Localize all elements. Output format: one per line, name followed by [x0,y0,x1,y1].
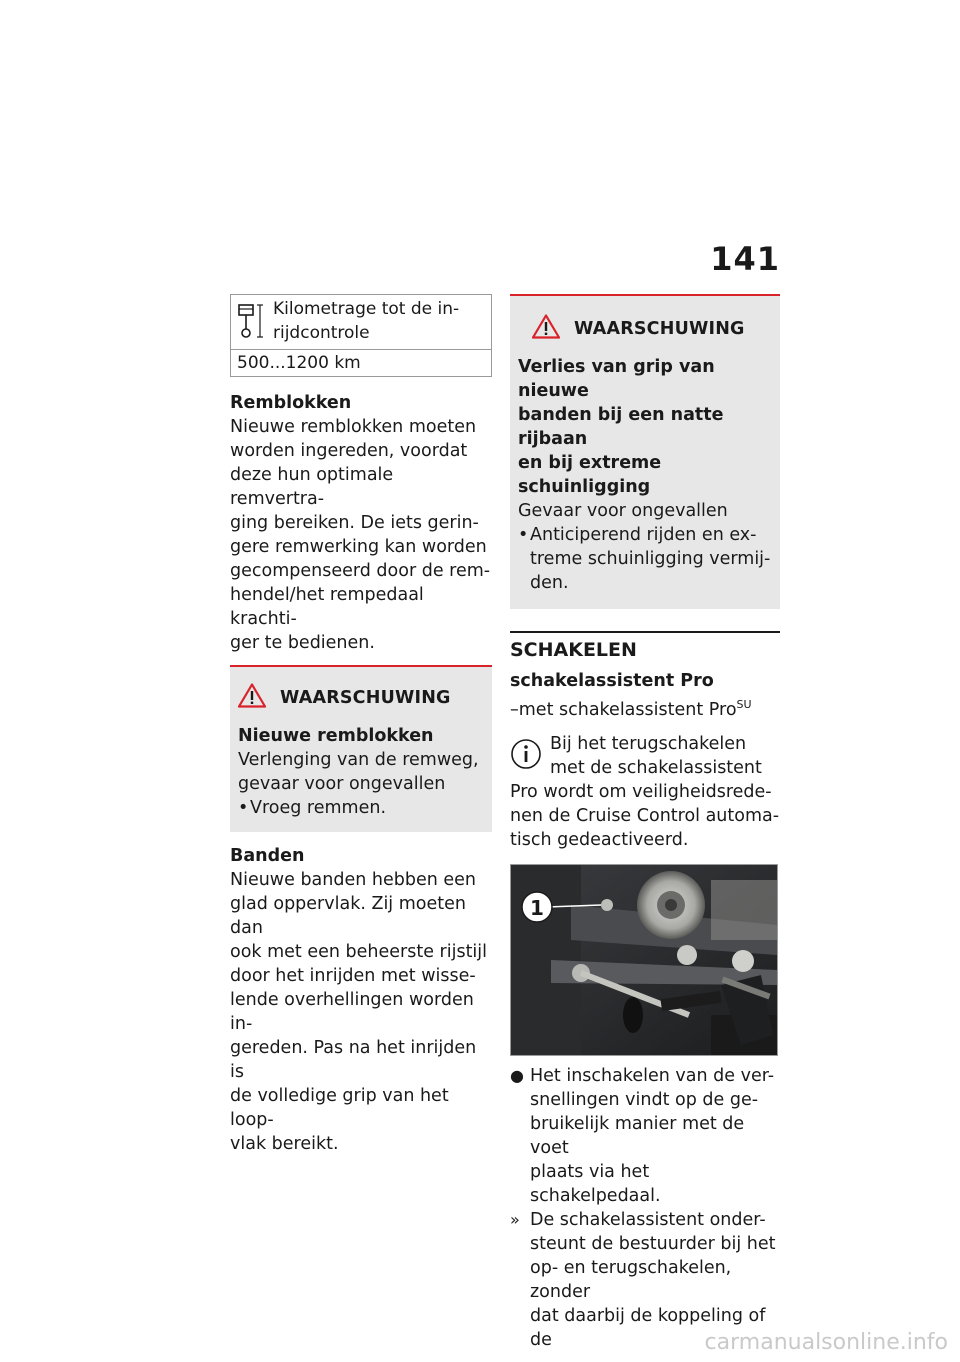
text-line: de volledige grip van het loop- [230,1086,449,1130]
warning-heading: Nieuwe remblokken [238,726,434,746]
availability-note [510,693,780,722]
text-line: Nieuwe banden hebben een [230,870,477,890]
list-text: Het inschakelen van de ver- [530,1065,775,1086]
text-line: lende overhellingen worden in- [230,990,474,1034]
warning-heading-line: Verlies van grip van nieuwe [518,357,715,401]
text-line: nen de Cruise Control automa- [510,805,780,826]
availability-text: –met schakelassistent Pro [510,699,737,720]
footer-watermark: carmanualsonline.info [704,1330,948,1355]
info-note [510,732,780,852]
text-line: ging bereiken. De iets gerin- [230,513,479,533]
warning-title: WAARSCHUWING [574,318,745,339]
bullet-item [238,796,484,820]
text-line: Gevaar voor ongevallen [518,501,728,521]
spec-label-line: Kilometrage tot de in- [273,299,460,319]
text-line: Nieuwe remblokken moeten [230,417,477,437]
text-line: Pro wordt om veiligheidsrede- [510,781,772,802]
piston-gauge-icon [237,297,273,345]
list-text: De schakelassistent onder- [530,1209,766,1230]
spec-label-row [231,295,491,350]
section-shifting [510,631,780,663]
left-column [230,294,492,1156]
warning-box [230,665,492,832]
warning-box [510,294,780,609]
warning-title: WAARSCHUWING [280,687,451,708]
shifting-list [510,1064,780,1352]
warning-triangle-icon [238,683,280,712]
text-line: Verlenging van de remweg, [238,750,479,770]
section-title: SCHAKELEN [510,639,637,661]
text-line: deze hun optimale remvertra- [230,465,394,509]
text-line: worden ingereden, voordat [230,441,468,461]
bullet-text: Anticiperend rijden en ex- [530,525,757,545]
text-line: door het inrijden met wisse- [230,966,476,986]
availability-sup: SU [736,698,752,711]
list-text: dat daarbij de koppeling of de [530,1305,766,1350]
list-text: bruikelijk manier met de voet [530,1113,745,1158]
photo-callout-1: 1 [530,895,544,920]
text-line: hendel/het rempedaal krachti- [230,585,424,629]
list-mark: ● [510,1065,524,1085]
text-line: glad oppervlak. Zij moeten dan [230,894,466,938]
bullet-mark: • [518,525,529,545]
list-text: steunt de bestuurder bij het [530,1233,776,1254]
brake-pads-section [230,391,492,655]
list-item [510,1064,780,1208]
info-icon [510,732,550,780]
spec-table [230,294,492,377]
spec-value: 500...1200 km [237,353,361,373]
bullet-item [518,523,772,595]
right-column [510,294,780,1352]
bullet-text: den. [530,573,569,593]
brake-pads-heading: Remblokken [230,393,352,413]
text-line: gere remwerking kan worden [230,537,487,557]
text-line: tisch gedeactiveerd. [510,829,689,850]
tyres-section [230,844,492,1156]
warning-heading-line: banden bij een natte rijbaan [518,405,724,449]
bullet-text: treme schuinligging vermij- [530,549,771,569]
text-line: vlak bereikt. [230,1134,339,1154]
sub-heading: schakelassistent Pro [510,671,714,691]
text-line: gecompenseerd door de rem- [230,561,491,581]
tyres-heading: Banden [230,846,305,866]
list-text: op- en terugschakelen, zonder [530,1257,732,1302]
text-line: gereden. Pas na het inrijden is [230,1038,477,1082]
list-mark: » [510,1209,520,1229]
spec-label-line: rijdcontrole [273,323,370,343]
bullet-text: Vroeg remmen. [250,798,387,818]
text-line: ger te bedienen. [230,633,375,653]
list-text: snellingen vindt op de ge- [530,1089,759,1110]
text-line: met de schakelassistent [550,757,762,778]
gear-pedal-photo [510,864,778,1056]
text-line: ook met een beheerste rijstijl [230,942,488,962]
text-line: Bij het terugschakelen [550,733,747,754]
list-text: plaats via het schakelpedaal. [530,1161,661,1206]
text-line: gevaar voor ongevallen [238,774,446,794]
warning-heading-line: en bij extreme schuinligging [518,453,662,497]
warning-triangle-icon [532,314,574,343]
page-number: 141 [710,240,780,278]
bullet-mark: • [238,798,249,818]
